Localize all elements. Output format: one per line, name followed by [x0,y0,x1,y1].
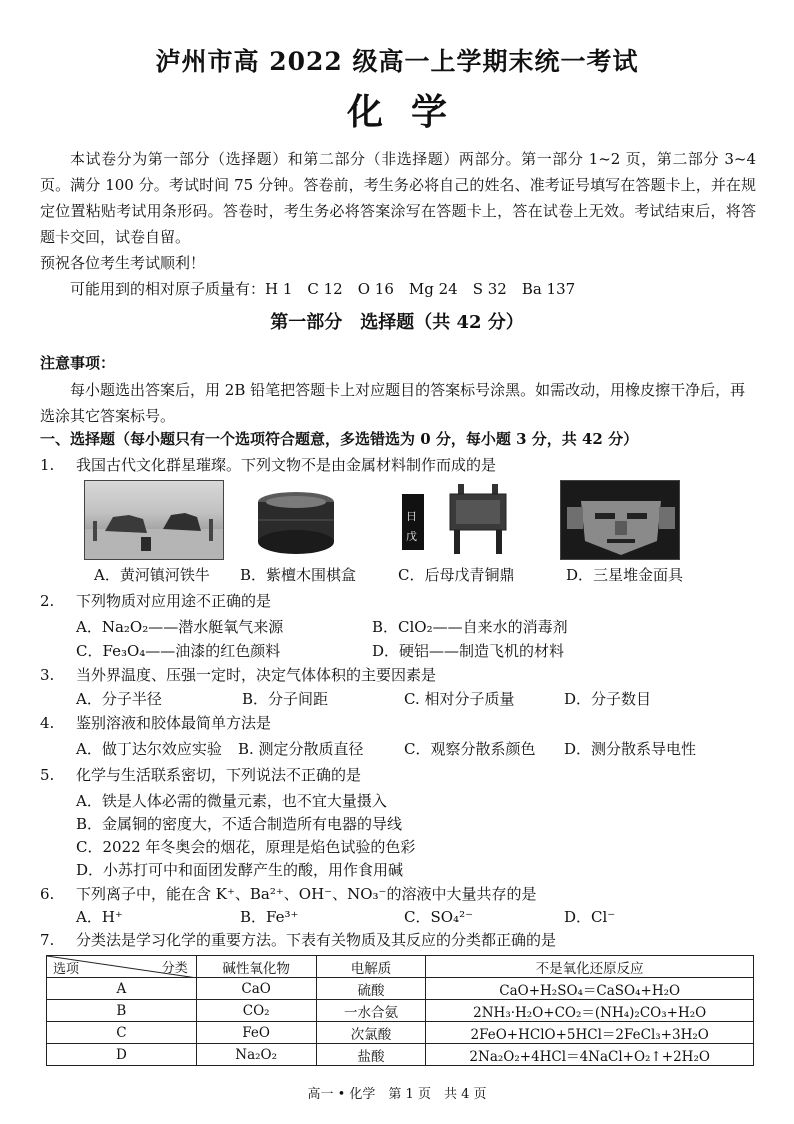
table-row [47,1044,754,1066]
q1-option-a: A．黄河镇河铁牛 [94,566,210,584]
q5-option-d: D．小苏打可中和面团发酵产生的酸，用作食用碱 [76,861,404,879]
iron-ox-photo [84,480,224,560]
table-cell: 2FeO+HClO+5HCl＝2FeCl₃+3H₂O [426,1022,754,1044]
table-cell: 次氯酸 [316,1022,426,1044]
q6-option-b: B．Fe³⁺ [240,908,299,926]
classification-table [46,955,754,1066]
table-cell: B [47,1000,197,1022]
part1-heading: 第一部分 选择题（共 42 分） [270,312,524,333]
q3-option-b: B．分子间距 [242,690,329,708]
q3-option-a: A．分子半径 [76,690,162,708]
table-cell: A [47,978,197,1000]
question-number: 4. [40,714,55,732]
exam-title: 泸州市高 2022 级高一上学期末统一考试 [155,47,639,76]
table-header-cell: 不是氧化还原反应 [426,956,754,978]
question-2 [40,590,271,611]
table-cell: 硫酸 [316,978,426,1000]
svg-text:日: 日 [406,510,417,523]
question-text: 当外界温度、压强一定时，决定气体体积的主要因素是 [76,666,437,684]
q3-option-c: C. 相对分子质量 [404,690,515,708]
q3-option-d: D．分子数目 [564,690,652,708]
question-text: 化学与生活联系密切，下列说法不正确的是 [76,766,362,784]
table-cell: 2Na₂O₂+4HCl＝4NaCl+O₂↑+2H₂O [426,1044,754,1066]
table-row [47,1000,754,1022]
question-number: 5. [40,766,55,784]
page-footer: 高一 • 化学 第 1 页 共 4 页 [307,1087,487,1102]
wooden-go-box-photo [246,480,346,560]
q1-option-c: C．后母戊青铜鼎 [398,566,515,584]
question-text: 鉴别溶液和胶体最简单方法是 [76,714,272,732]
q6-option-c: C．SO₄²⁻ [404,908,473,926]
q2-option-c: C．Fe₃O₄——油漆的红色颜料 [76,642,281,660]
question-5 [40,764,361,785]
svg-text:戊: 戊 [406,530,417,543]
q5-option-a: A．铁是人体必需的微量元素，也不宜大量摄入 [76,792,387,810]
question-7 [40,929,556,950]
table-corner-cell [47,956,197,978]
q2-option-a: A．Na₂O₂——潜水艇氧气来源 [76,618,284,636]
notes-label: 注意事项： [40,354,116,372]
table-cell: FeO [196,1022,316,1044]
section-heading: 一、选择题（每小题只有一个选项符合题意，多选错选为 0 分，每小题 3 分，共 42 分） [40,430,639,448]
atomic-masses: 可能用到的相对原子质量有：H 1 C 12 O 16 Mg 24 S 32 Ba 137 [70,280,576,298]
question-number: 1. [40,456,55,474]
notes-body: 每小题选出答案后，用 2B 铅笔把答题卡上对应题目的答案标号涂黑。如需改动，用橡皮擦干净后，再选涂其它答案标号。 [40,381,746,425]
q2-option-b: B．ClO₂——自来水的消毒剂 [372,618,568,636]
table-cell: CO₂ [196,1000,316,1022]
q4-option-d: D．测分散系导电性 [564,740,697,758]
question-3 [40,664,436,685]
table-cell: Na₂O₂ [196,1044,316,1066]
table-row [47,1022,754,1044]
question-text: 我国古代文化群星璀璨。下列文物不是由金属材料制作而成的是 [76,456,497,474]
intro-block [40,146,756,302]
table-header-row [47,956,754,978]
corner-bottom-label: 选项 [53,962,80,977]
table-row [47,978,754,1000]
question-number: 3. [40,666,55,684]
question-text: 下列离子中，能在含 K⁺、Ba²⁺、OH⁻、NO₃⁻的溶液中大量共存的是 [76,885,537,903]
question-6 [40,883,536,904]
table-cell: 一水合氨 [316,1000,426,1022]
question-4 [40,712,271,733]
gold-mask-photo [560,480,680,560]
question-text: 下列物质对应用途不正确的是 [76,592,272,610]
question-number: 7. [40,931,55,949]
q4-option-c: C．观察分散系颜色 [404,740,536,758]
q2-option-d: D．硬铝——制造飞机的材料 [372,642,565,660]
table-cell: D [47,1044,197,1066]
subject-title: 化学 [346,91,475,133]
q4-option-b: B. 测定分散质直径 [238,740,364,758]
q6-option-d: D．Cl⁻ [564,908,616,926]
q5-option-c: C．2022 年冬奥会的烟花，原理是焰色试验的色彩 [76,838,416,856]
question-number: 2. [40,592,55,610]
table-cell: C [47,1022,197,1044]
bronze-ding-photo [398,480,523,560]
q4-option-a: A．做丁达尔效应实验 [76,740,222,758]
table-cell: 盐酸 [316,1044,426,1066]
corner-top-label: 分类 [161,961,188,976]
question-number: 6. [40,885,55,903]
table-cell: CaO [196,978,316,1000]
intro-wish: 预祝各位考生考试顺利！ [40,254,206,272]
question-1 [40,454,496,475]
table-cell: CaO+H₂SO₄＝CaSO₄+H₂O [426,978,754,1000]
q1-option-b: B．紫檀木围棋盒 [240,566,357,584]
table-cell: 2NH₃·H₂O+CO₂＝(NH₄)₂CO₃+H₂O [426,1000,754,1022]
q6-option-a: A．H⁺ [76,908,123,926]
q5-option-b: B．金属铜的密度大，不适合制造所有电器的导线 [76,815,403,833]
intro-paragraph: 本试卷分为第一部分（选择题）和第二部分（非选择题）两部分。第一部分 1~2 页，第二部分 3~4 页。满分 100 分。考试时间 75 分钟。答卷前，考生务必将自己的姓名、准考证号填写在答题卡上，并在规定位置粘贴考试用条形码。答卷时，考生务必将答案涂写在答题卡上，答在试卷上无效。考试结束后，将答题卡交回，试卷自留。 [40,150,756,246]
table-header-cell: 碱性氧化物 [196,956,316,978]
question-text: 分类法是学习化学的重要方法。下表有关物质及其反应的分类都正确的是 [76,931,557,949]
table-header-cell: 电解质 [316,956,426,978]
q1-option-d: D．三星堆金面具 [566,566,684,584]
